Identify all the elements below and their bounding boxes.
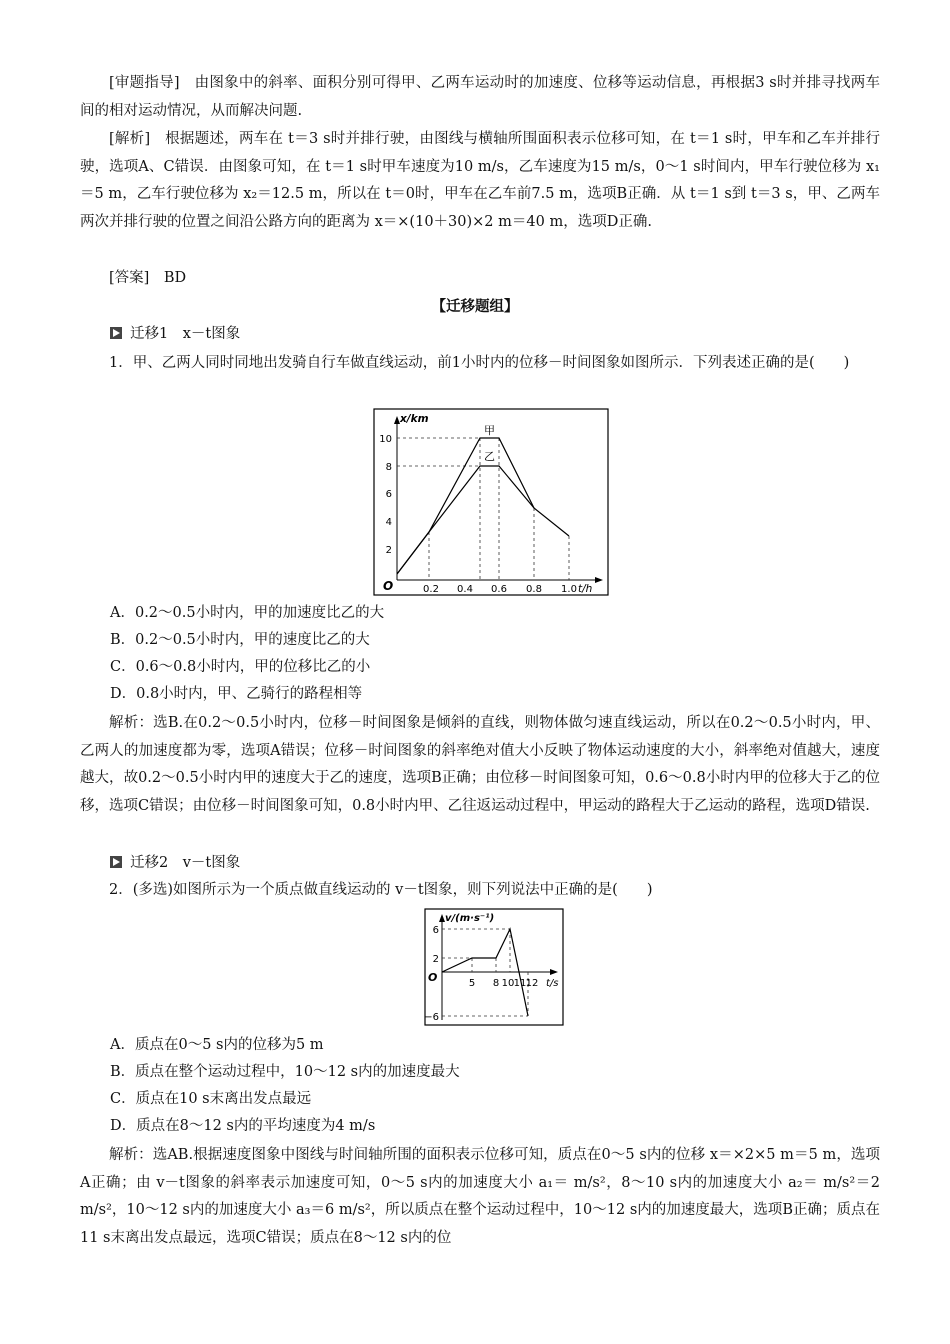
xt-jia-label: 甲 bbox=[484, 424, 495, 437]
xt-jia-curve bbox=[397, 438, 569, 574]
migration1-heading bbox=[110, 321, 910, 348]
xt-yi-label: 乙 bbox=[484, 450, 495, 463]
answer-line: [答案] BD bbox=[109, 270, 187, 286]
migration2-heading bbox=[110, 850, 910, 877]
vt-graph bbox=[424, 908, 564, 1026]
vt-x-tick: 8 bbox=[492, 978, 500, 989]
xt-y-tick: 6 bbox=[385, 489, 392, 500]
vt-x-tick: 11 bbox=[513, 978, 527, 989]
xt-x-ticks bbox=[423, 584, 577, 595]
review-guide-paragraph: [审题指导] 由图象中的斜率、面积分别可得甲、乙两车运动时的加速度、位移等运动信息，再根据3 s时并排寻找两车间的相对运动情况，从而解决问题. bbox=[80, 75, 880, 119]
vt-x-tick: 12 bbox=[525, 978, 539, 989]
vt-x-ticks bbox=[469, 978, 539, 989]
migration1-title: 迁移1 x－t图象 bbox=[130, 326, 241, 342]
xt-x-arrow bbox=[595, 577, 603, 583]
vt-x-tick: 5 bbox=[468, 978, 476, 989]
vt-x-axis-label: t/s bbox=[546, 978, 559, 989]
q2-option-d: D．质点在8～12 s内的平均速度为4 m/s bbox=[110, 1118, 376, 1134]
xt-x-tick: 0.4 bbox=[457, 584, 473, 595]
xt-x-tick: 0.6 bbox=[491, 584, 507, 595]
xt-y-tick: 4 bbox=[385, 517, 392, 528]
play-triangle-icon bbox=[110, 327, 122, 339]
xt-x-tick: 1.0 bbox=[561, 584, 577, 595]
q1-option-c: C．0.6～0.8小时内，甲的位移比乙的小 bbox=[110, 659, 371, 675]
q2-solution: 解析：选AB.根据速度图象中图线与时间轴所围的面积表示位移可知，质点在0～5 s内的位移 x＝×2×5 m＝5 m，选项A正确；由 v－t图象的斜率表示加速度可知，0～5 s内的加速度大小 a₁＝ m/s²，8～10 s内的加速度大小 a₂＝ m/s²＝2 m/s²，10～12 s内的加速度大小 a₃＝6 m/s²，所以质点在整个运动过程中，10～12 s内的加速度最大，选项B正确；质点在11 s末离出发点最远，选项C错误；质点在8～12 s内的位 bbox=[80, 1147, 880, 1246]
q2-option-b: B．质点在整个运动过程中，10～12 s内的加速度最大 bbox=[110, 1064, 460, 1080]
play-triangle-icon bbox=[110, 856, 122, 868]
vt-y-axis-label: v/(m·s⁻¹) bbox=[445, 913, 495, 924]
q1-option-b: B．0.2～0.5小时内，甲的速度比乙的大 bbox=[110, 632, 370, 648]
question1-stem: 1．甲、乙两人同时同地出发骑自行车做直线运动，前1小时内的位移－时间图象如图所示．下列表述正确的是( ) bbox=[109, 355, 850, 371]
xt-origin-label: O bbox=[383, 579, 394, 593]
q2-option-a: A．质点在0～5 s内的位移为5 m bbox=[110, 1037, 324, 1053]
vt-y-tick: −6 bbox=[424, 1012, 439, 1023]
q1-solution: 解析：选B.在0.2～0.5小时内，位移－时间图象是倾斜的直线，则物体做匀速直线运动，所以在0.2～0.5小时内，甲、乙两人的加速度都为零，选项A错误；位移－时间图象的斜率绝对值大小反映了物体运动速度的大小，斜率绝对值越大，速度越大，故0.2～0.5小时内甲的速度大于乙的速度，选项B正确；由位移－时间图象可知，0.6～0.8小时内甲的位移大于乙的位移，选项C错误；由位移－时间图象可知，0.8小时内甲、乙往返运动过程中，甲运动的路程大于乙运动的路程，选项D错误. bbox=[80, 715, 880, 814]
vt-x-arrow bbox=[550, 969, 558, 975]
q1-option-d: D．0.8小时内，甲、乙骑行的路程相等 bbox=[110, 686, 363, 702]
xt-x-tick: 0.2 bbox=[423, 584, 439, 595]
vt-x-tick: 10 bbox=[501, 978, 515, 989]
vt-origin-label: O bbox=[428, 971, 438, 984]
xt-guide-lines bbox=[397, 438, 569, 580]
migration2-title: 迁移2 v－t图象 bbox=[130, 855, 241, 871]
analysis-paragraph: [解析] 根据题述，两车在 t＝3 s时并排行驶，由图线与横轴所围面积表示位移可知，在 t＝1 s时，甲车和乙车并排行驶，选项A、C错误．由图象可知，在 t＝1 s时甲车速度为10 m/s，乙车速度为15 m/s，0～1 s时间内，甲车行驶位移为 x₁＝5 m，乙车行驶位移为 x₂＝12.5 m，所以在 t＝0时，甲车在乙车前7.5 m，选项B正确．从 t＝1 s到 t＝3 s，甲、乙两车两次并排行驶的位置之间沿公路方向的距离为 x＝×(10＋30)×2 m＝40 m，选项D正确. bbox=[80, 131, 880, 230]
section-title: 【迁移题组】 bbox=[431, 298, 519, 315]
xt-x-axis-label: t/h bbox=[578, 583, 593, 595]
xt-y-tick: 8 bbox=[385, 462, 392, 473]
xt-yi-curve bbox=[397, 466, 534, 574]
q2-option-c: C．质点在10 s末离出发点最远 bbox=[110, 1091, 312, 1107]
vt-graph-frame bbox=[425, 909, 563, 1025]
vt-y-tick: 2 bbox=[432, 954, 439, 965]
xt-y-ticks bbox=[379, 434, 392, 556]
xt-x-tick: 0.8 bbox=[526, 584, 542, 595]
vt-y-tick: 6 bbox=[432, 925, 439, 936]
xt-y-tick: 10 bbox=[379, 434, 392, 445]
question2-stem: 2．(多选)如图所示为一个质点做直线运动的 v－t图象，则下列说法中正确的是( ) bbox=[109, 882, 653, 898]
xt-y-tick: 2 bbox=[385, 545, 392, 556]
q1-option-a: A．0.2～0.5小时内，甲的加速度比乙的大 bbox=[110, 605, 385, 621]
xt-y-axis-label: x/km bbox=[400, 413, 429, 425]
xt-graph bbox=[373, 408, 609, 596]
